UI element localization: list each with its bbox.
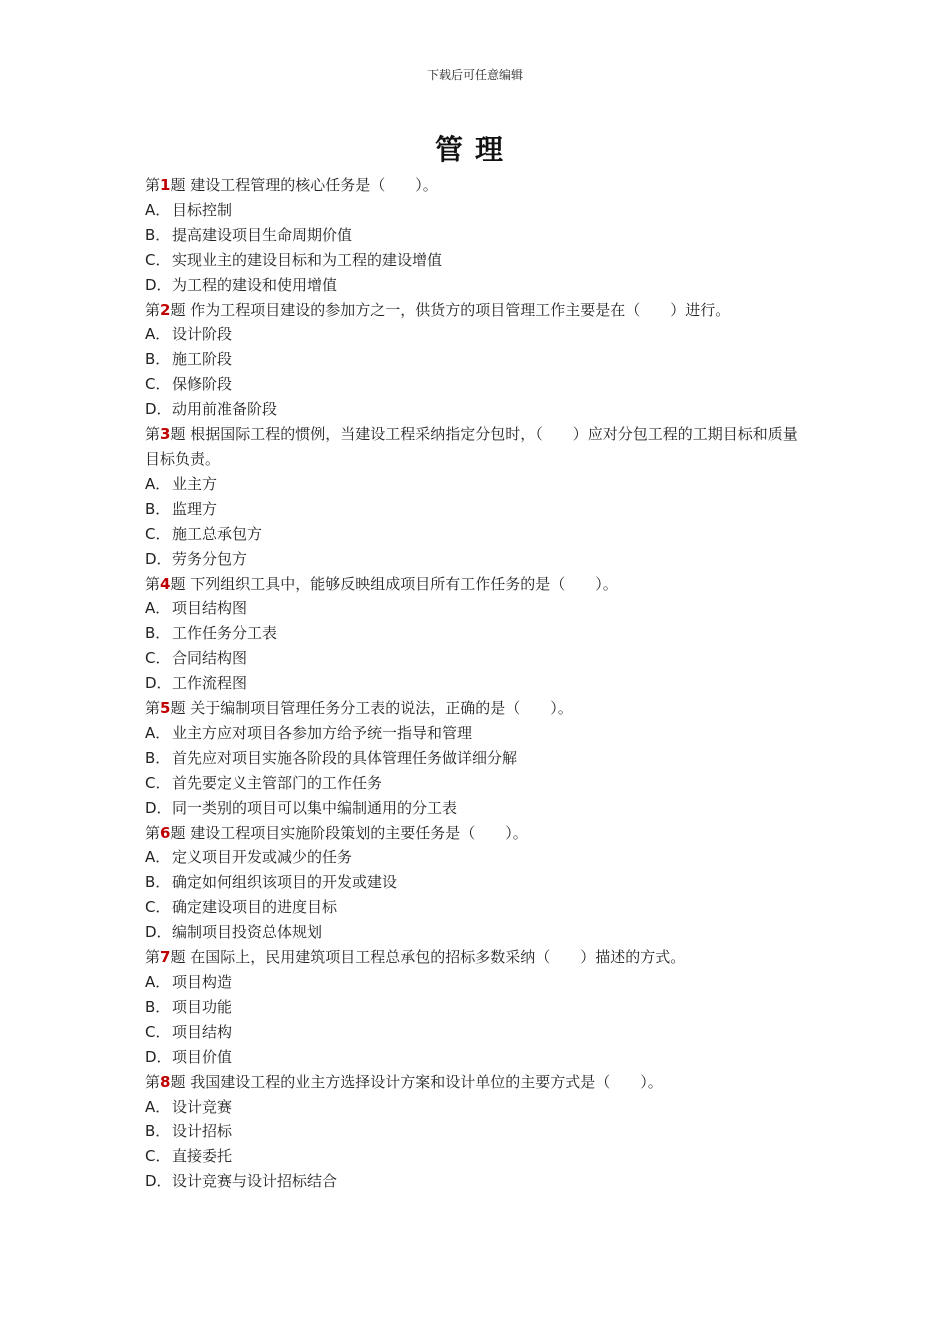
question-suffix: 题 xyxy=(170,300,186,319)
option-text: 设计竞赛 xyxy=(172,1097,233,1116)
question-text: 关于编制项目管理任务分工表的说法，正确的是（ ）。 xyxy=(185,699,573,718)
option-letter: C． xyxy=(145,524,171,543)
option-text: 同一类别的项目可以集中编制通用的分工表 xyxy=(172,798,458,817)
option-letter: A． xyxy=(145,599,171,618)
question-suffix: 题 xyxy=(170,1072,186,1091)
question-stem xyxy=(145,696,810,721)
option-letter: C． xyxy=(145,250,171,269)
option-letter: D． xyxy=(145,400,172,419)
answer-option xyxy=(145,198,810,223)
answer-option xyxy=(145,796,810,821)
question-stem xyxy=(145,298,810,323)
option-text: 首先应对项目实施各阶段的具体管理任务做详细分解 xyxy=(172,748,518,767)
question-suffix: 题 xyxy=(170,823,186,842)
option-text: 编制项目投资总体规划 xyxy=(172,923,323,942)
answer-option xyxy=(145,870,810,895)
option-text: 确定如何组织该项目的开发或建设 xyxy=(172,873,398,892)
answer-option xyxy=(145,920,810,945)
question-stem xyxy=(145,422,810,472)
option-text: 动用前准备阶段 xyxy=(172,400,278,419)
question-text: 建设工程管理的核心任务是（ ）。 xyxy=(185,176,438,194)
answer-option xyxy=(145,1144,810,1169)
answer-option xyxy=(145,273,810,298)
question-list xyxy=(145,173,810,1194)
option-letter: B． xyxy=(145,499,171,518)
question-text: 建设工程项目实施阶段策划的主要任务是（ ）。 xyxy=(185,823,528,842)
question-number: 6 xyxy=(160,823,171,842)
question-text: 根据国际工程的惯例，当建设工程采纳指定分包时，（ ）应对分包工程的工期目标和质量目标负责。 xyxy=(145,425,798,468)
question-number: 3 xyxy=(160,425,171,444)
question-stem xyxy=(145,572,810,597)
option-text: 实现业主的建设目标和为工程的建设增值 xyxy=(172,250,443,269)
option-text: 业主方应对项目各参加方给予统一指导和管理 xyxy=(172,723,473,742)
question-text: 下列组织工具中，能够反映组成项目所有工作任务的是（ ）。 xyxy=(185,574,618,593)
question-number: 4 xyxy=(160,574,171,593)
option-letter: D． xyxy=(145,923,172,942)
option-text: 设计招标 xyxy=(172,1122,233,1141)
option-letter: B． xyxy=(145,748,171,767)
question-suffix: 题 xyxy=(170,574,186,593)
answer-option xyxy=(145,621,810,646)
answer-option xyxy=(145,721,810,746)
option-text: 直接委托 xyxy=(172,1147,233,1166)
question-number: 5 xyxy=(160,699,171,718)
question-stem xyxy=(145,173,810,198)
option-text: 设计竞赛与设计招标结合 xyxy=(172,1172,338,1191)
question-prefix: 第 xyxy=(145,1072,161,1091)
answer-option xyxy=(145,248,810,273)
question-prefix: 第 xyxy=(145,300,161,319)
answer-option xyxy=(145,472,810,497)
option-text: 工作任务分工表 xyxy=(172,624,278,643)
option-text: 施工总承包方 xyxy=(172,524,263,543)
option-letter: A． xyxy=(145,1097,171,1116)
answer-option xyxy=(145,596,810,621)
option-letter: B． xyxy=(145,997,171,1016)
question-text: 我国建设工程的业主方选择设计方案和设计单位的主要方式是（ ）。 xyxy=(185,1072,663,1091)
option-text: 设计阶段 xyxy=(172,325,233,344)
option-text: 保修阶段 xyxy=(172,375,233,394)
option-text: 施工阶段 xyxy=(172,350,233,369)
answer-option xyxy=(145,771,810,796)
answer-option xyxy=(145,995,810,1020)
question-text: 在国际上，民用建筑项目工程总承包的招标多数采纳（ ）描述的方式。 xyxy=(185,948,686,967)
option-text: 项目结构图 xyxy=(172,599,248,618)
option-letter: C． xyxy=(145,649,171,668)
answer-option xyxy=(145,223,810,248)
answer-option xyxy=(145,895,810,920)
question-suffix: 题 xyxy=(170,948,186,967)
option-letter: B． xyxy=(145,624,171,643)
option-letter: C． xyxy=(145,1022,171,1041)
option-text: 合同结构图 xyxy=(172,649,248,668)
option-text: 项目结构 xyxy=(172,1022,233,1041)
option-letter: A． xyxy=(145,848,171,867)
option-text: 首先要定义主管部门的工作任务 xyxy=(172,773,383,792)
option-text: 为工程的建设和使用增值 xyxy=(172,275,338,294)
question-stem xyxy=(145,1070,810,1095)
question-prefix: 第 xyxy=(145,823,161,842)
option-text: 项目价值 xyxy=(172,1047,233,1066)
option-letter: D． xyxy=(145,549,172,568)
answer-option xyxy=(145,845,810,870)
header-note: 下载后可任意编辑 xyxy=(426,68,523,82)
option-letter: A． xyxy=(145,325,171,344)
document-title: 管理 xyxy=(434,133,515,166)
option-text: 监理方 xyxy=(172,499,218,518)
option-letter: B． xyxy=(145,350,171,369)
answer-option xyxy=(145,547,810,572)
answer-option xyxy=(145,1045,810,1070)
option-text: 提高建设项目生命周期价值 xyxy=(172,225,353,244)
option-text: 项目构造 xyxy=(172,973,233,991)
question-prefix: 第 xyxy=(145,425,161,444)
answer-option xyxy=(145,1020,810,1045)
answer-option xyxy=(145,397,810,422)
answer-option xyxy=(145,1119,810,1144)
answer-option xyxy=(145,646,810,671)
option-letter: D． xyxy=(145,798,172,817)
option-text: 项目功能 xyxy=(172,997,233,1016)
option-text: 劳务分包方 xyxy=(172,549,248,568)
question-number: 2 xyxy=(160,300,171,319)
option-letter: A． xyxy=(145,723,171,742)
option-letter: A． xyxy=(145,973,171,991)
option-letter: D． xyxy=(145,1047,172,1066)
answer-option xyxy=(145,497,810,522)
option-letter: B． xyxy=(145,873,171,892)
answer-option xyxy=(145,1095,810,1120)
question-number: 7 xyxy=(160,948,171,967)
question-number: 8 xyxy=(160,1072,171,1091)
question-stem xyxy=(145,821,810,846)
option-text: 定义项目开发或减少的任务 xyxy=(172,848,353,867)
option-text: 确定建设项目的进度目标 xyxy=(172,898,338,917)
option-text: 业主方 xyxy=(172,474,218,493)
option-text: 目标控制 xyxy=(172,200,233,219)
option-letter: D． xyxy=(145,674,172,693)
question-prefix: 第 xyxy=(145,176,161,194)
option-letter: B． xyxy=(145,1122,171,1141)
question-suffix: 题 xyxy=(170,425,186,444)
option-letter: C． xyxy=(145,1147,171,1166)
answer-option xyxy=(145,746,810,771)
option-letter: C． xyxy=(145,375,171,394)
answer-option xyxy=(145,1169,810,1194)
question-suffix: 题 xyxy=(170,699,186,718)
option-letter: B． xyxy=(145,225,171,244)
option-letter: A． xyxy=(145,200,171,219)
option-letter: C． xyxy=(145,898,171,917)
option-text: 工作流程图 xyxy=(172,674,248,693)
option-letter: C． xyxy=(145,773,171,792)
answer-option xyxy=(145,322,810,347)
question-number: 1 xyxy=(160,176,171,194)
option-letter: D． xyxy=(145,275,172,294)
answer-option xyxy=(145,671,810,696)
question-stem xyxy=(145,945,810,970)
option-letter: D． xyxy=(145,1172,172,1191)
option-letter: A． xyxy=(145,474,171,493)
answer-option xyxy=(145,522,810,547)
answer-option xyxy=(145,970,810,995)
answer-option xyxy=(145,347,810,372)
answer-option xyxy=(145,372,810,397)
question-suffix: 题 xyxy=(170,176,186,194)
question-prefix: 第 xyxy=(145,948,161,967)
question-prefix: 第 xyxy=(145,699,161,718)
question-prefix: 第 xyxy=(145,574,161,593)
question-text: 作为工程项目建设的参加方之一，供货方的项目管理工作主要是在（ ）进行。 xyxy=(185,300,731,319)
